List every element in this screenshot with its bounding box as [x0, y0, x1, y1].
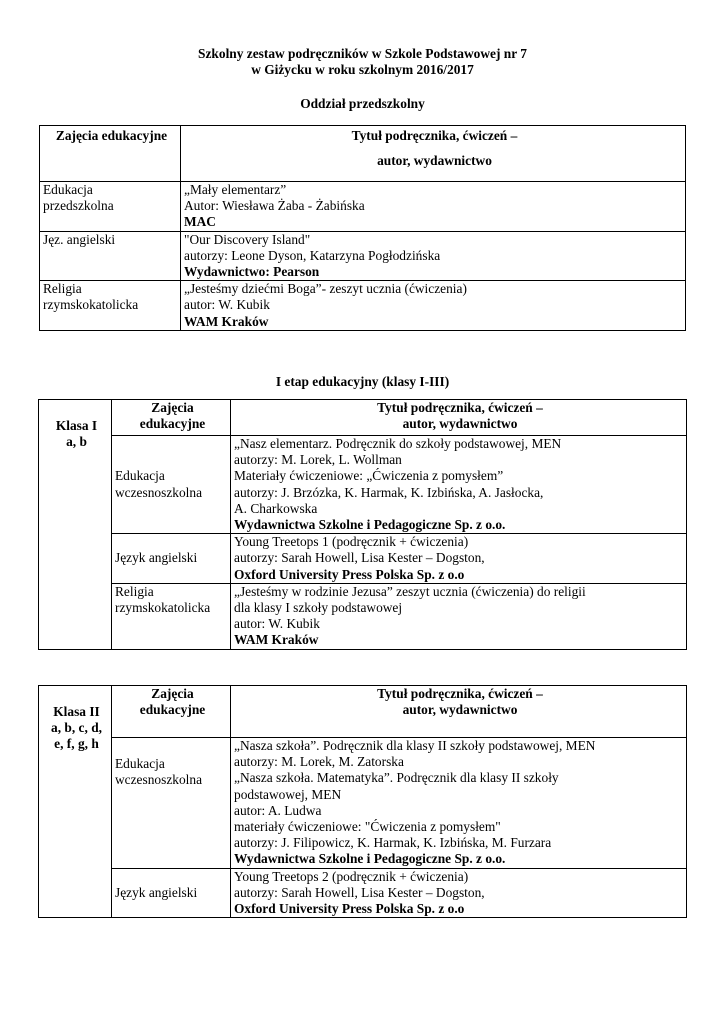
- textbook-cell: Young Treetops 1 (podręcznik + ćwiczenia) autorzy: Sarah Howell, Lisa Kester – Dogston, Oxford University Press Polska Sp. z o.o: [231, 534, 687, 584]
- class-1-table: [38, 399, 687, 650]
- table-row: [40, 231, 686, 281]
- table-row: [39, 436, 687, 534]
- table-header-row: [39, 400, 687, 436]
- column-header-subject: Zajęcia edukacyjne: [40, 126, 181, 182]
- textbook-cell: „Jesteśmy dziećmi Boga”- zeszyt ucznia (ćwiczenia) autor: W. Kubik WAM Kraków: [181, 281, 686, 331]
- publisher-label: WAM Kraków: [234, 632, 319, 648]
- publisher-label: Wydawnictwa Szkolne i Pedagogiczne Sp. z o.o.: [234, 851, 506, 867]
- class-2-table: [38, 685, 687, 918]
- preschool-table: [39, 125, 686, 331]
- publisher-label: Wydawnictwo: Pearson: [184, 264, 320, 280]
- subject-cell: Edukacja przedszkolna: [40, 182, 181, 232]
- publisher-label: Wydawnictwa Szkolne i Pedagogiczne Sp. z o.o.: [234, 517, 506, 533]
- subject-cell: Język angielski: [112, 868, 231, 918]
- publisher-label: Oxford University Press Polska Sp. z o.o: [234, 566, 465, 582]
- publisher-label: WAM Kraków: [184, 313, 269, 329]
- subject-cell: Religia rzymskokatolicka: [112, 583, 231, 649]
- column-header-subject: Zajęcia edukacyjne: [112, 400, 231, 436]
- section-heading-stage-1: I etap edukacyjny (klasy I-III): [275, 374, 450, 389]
- table-row: [40, 281, 686, 331]
- column-header-title: Tytuł podręcznika, ćwiczeń – autor, wydawnictwo: [231, 400, 687, 436]
- textbook-cell: Young Treetops 2 (podręcznik + ćwiczenia) autorzy: Sarah Howell, Lisa Kester – Dogston, Oxford University Press Polska Sp. z o.o: [231, 868, 687, 918]
- textbook-cell: „Jesteśmy w rodzinie Jezusa” zeszyt ucznia (ćwiczenia) do religii dla klasy I szkoły podstawowej autor: W. Kubik WAM Kraków: [231, 583, 687, 649]
- table-row: [39, 583, 687, 649]
- column-header-title: Tytuł podręcznika, ćwiczeń – autor, wydawnictwo: [231, 686, 687, 738]
- table-header-row: [39, 686, 687, 738]
- document-title-line-2: w Giżycku w roku szkolnym 2016/2017: [251, 62, 474, 77]
- table-header-row: [40, 126, 686, 182]
- textbook-cell: „Nasza szkoła”. Podręcznik dla klasy II szkoły podstawowej, MEN autorzy: M. Lorek, M. Zatorska „Nasza szkoła. Matematyka”. Podręcznik dla klasy II szkoły podstawowej, MEN autor: A. Ludwa materiały ćwiczeniowe: "Ćwiczenia z pomysłem" autorzy: J. Filipowicz, K. Harmak, K. Izbińska, M. Furzara Wydawnictwa Szkolne i Pedagogiczne Sp. z o.o.: [231, 738, 687, 869]
- document-title-line-1: Szkolny zestaw podręczników w Szkole Podstawowej nr 7: [198, 46, 527, 61]
- subject-cell: Religia rzymskokatolicka: [40, 281, 181, 331]
- textbook-cell: „Nasz elementarz. Podręcznik do szkoły podstawowej, MEN autorzy: M. Lorek, L. Wollman Materiały ćwiczeniowe: „Ćwiczenia z pomysłem” autorzy: J. Brzózka, K. Harmak, K. Izbińska, A. Jasłocka, A. Charkowska Wydawnictwa Szkolne i Pedagogiczne Sp. z o.o.: [231, 436, 687, 534]
- subject-cell: Edukacja wczesnoszkolna: [112, 436, 231, 534]
- table-row: [39, 534, 687, 584]
- table-row: [40, 182, 686, 232]
- subject-cell: Edukacja wczesnoszkolna: [112, 738, 231, 869]
- column-header-subject: Zajęcia edukacyjne: [112, 686, 231, 738]
- table-row: [39, 738, 687, 869]
- table-row: [39, 868, 687, 918]
- publisher-label: Oxford University Press Polska Sp. z o.o: [234, 901, 465, 917]
- textbook-cell: "Our Discovery Island" autorzy: Leone Dyson, Katarzyna Pogłodzińska Wydawnictwo: Pearson: [181, 231, 686, 281]
- subject-cell: Jęz. angielski: [40, 231, 181, 281]
- class-label-cell: Klasa I a, b: [39, 400, 112, 650]
- subject-cell: Język angielski: [112, 534, 231, 584]
- publisher-label: MAC: [184, 214, 216, 230]
- textbook-cell: „Mały elementarz” Autor: Wiesława Żaba - Żabińska MAC: [181, 182, 686, 232]
- class-label-cell: Klasa II a, b, c, d, e, f, g, h: [39, 686, 112, 918]
- column-header-title: Tytuł podręcznika, ćwiczeń – autor, wydawnictwo: [181, 126, 686, 182]
- section-heading-preschool: Oddział przedszkolny: [300, 96, 425, 111]
